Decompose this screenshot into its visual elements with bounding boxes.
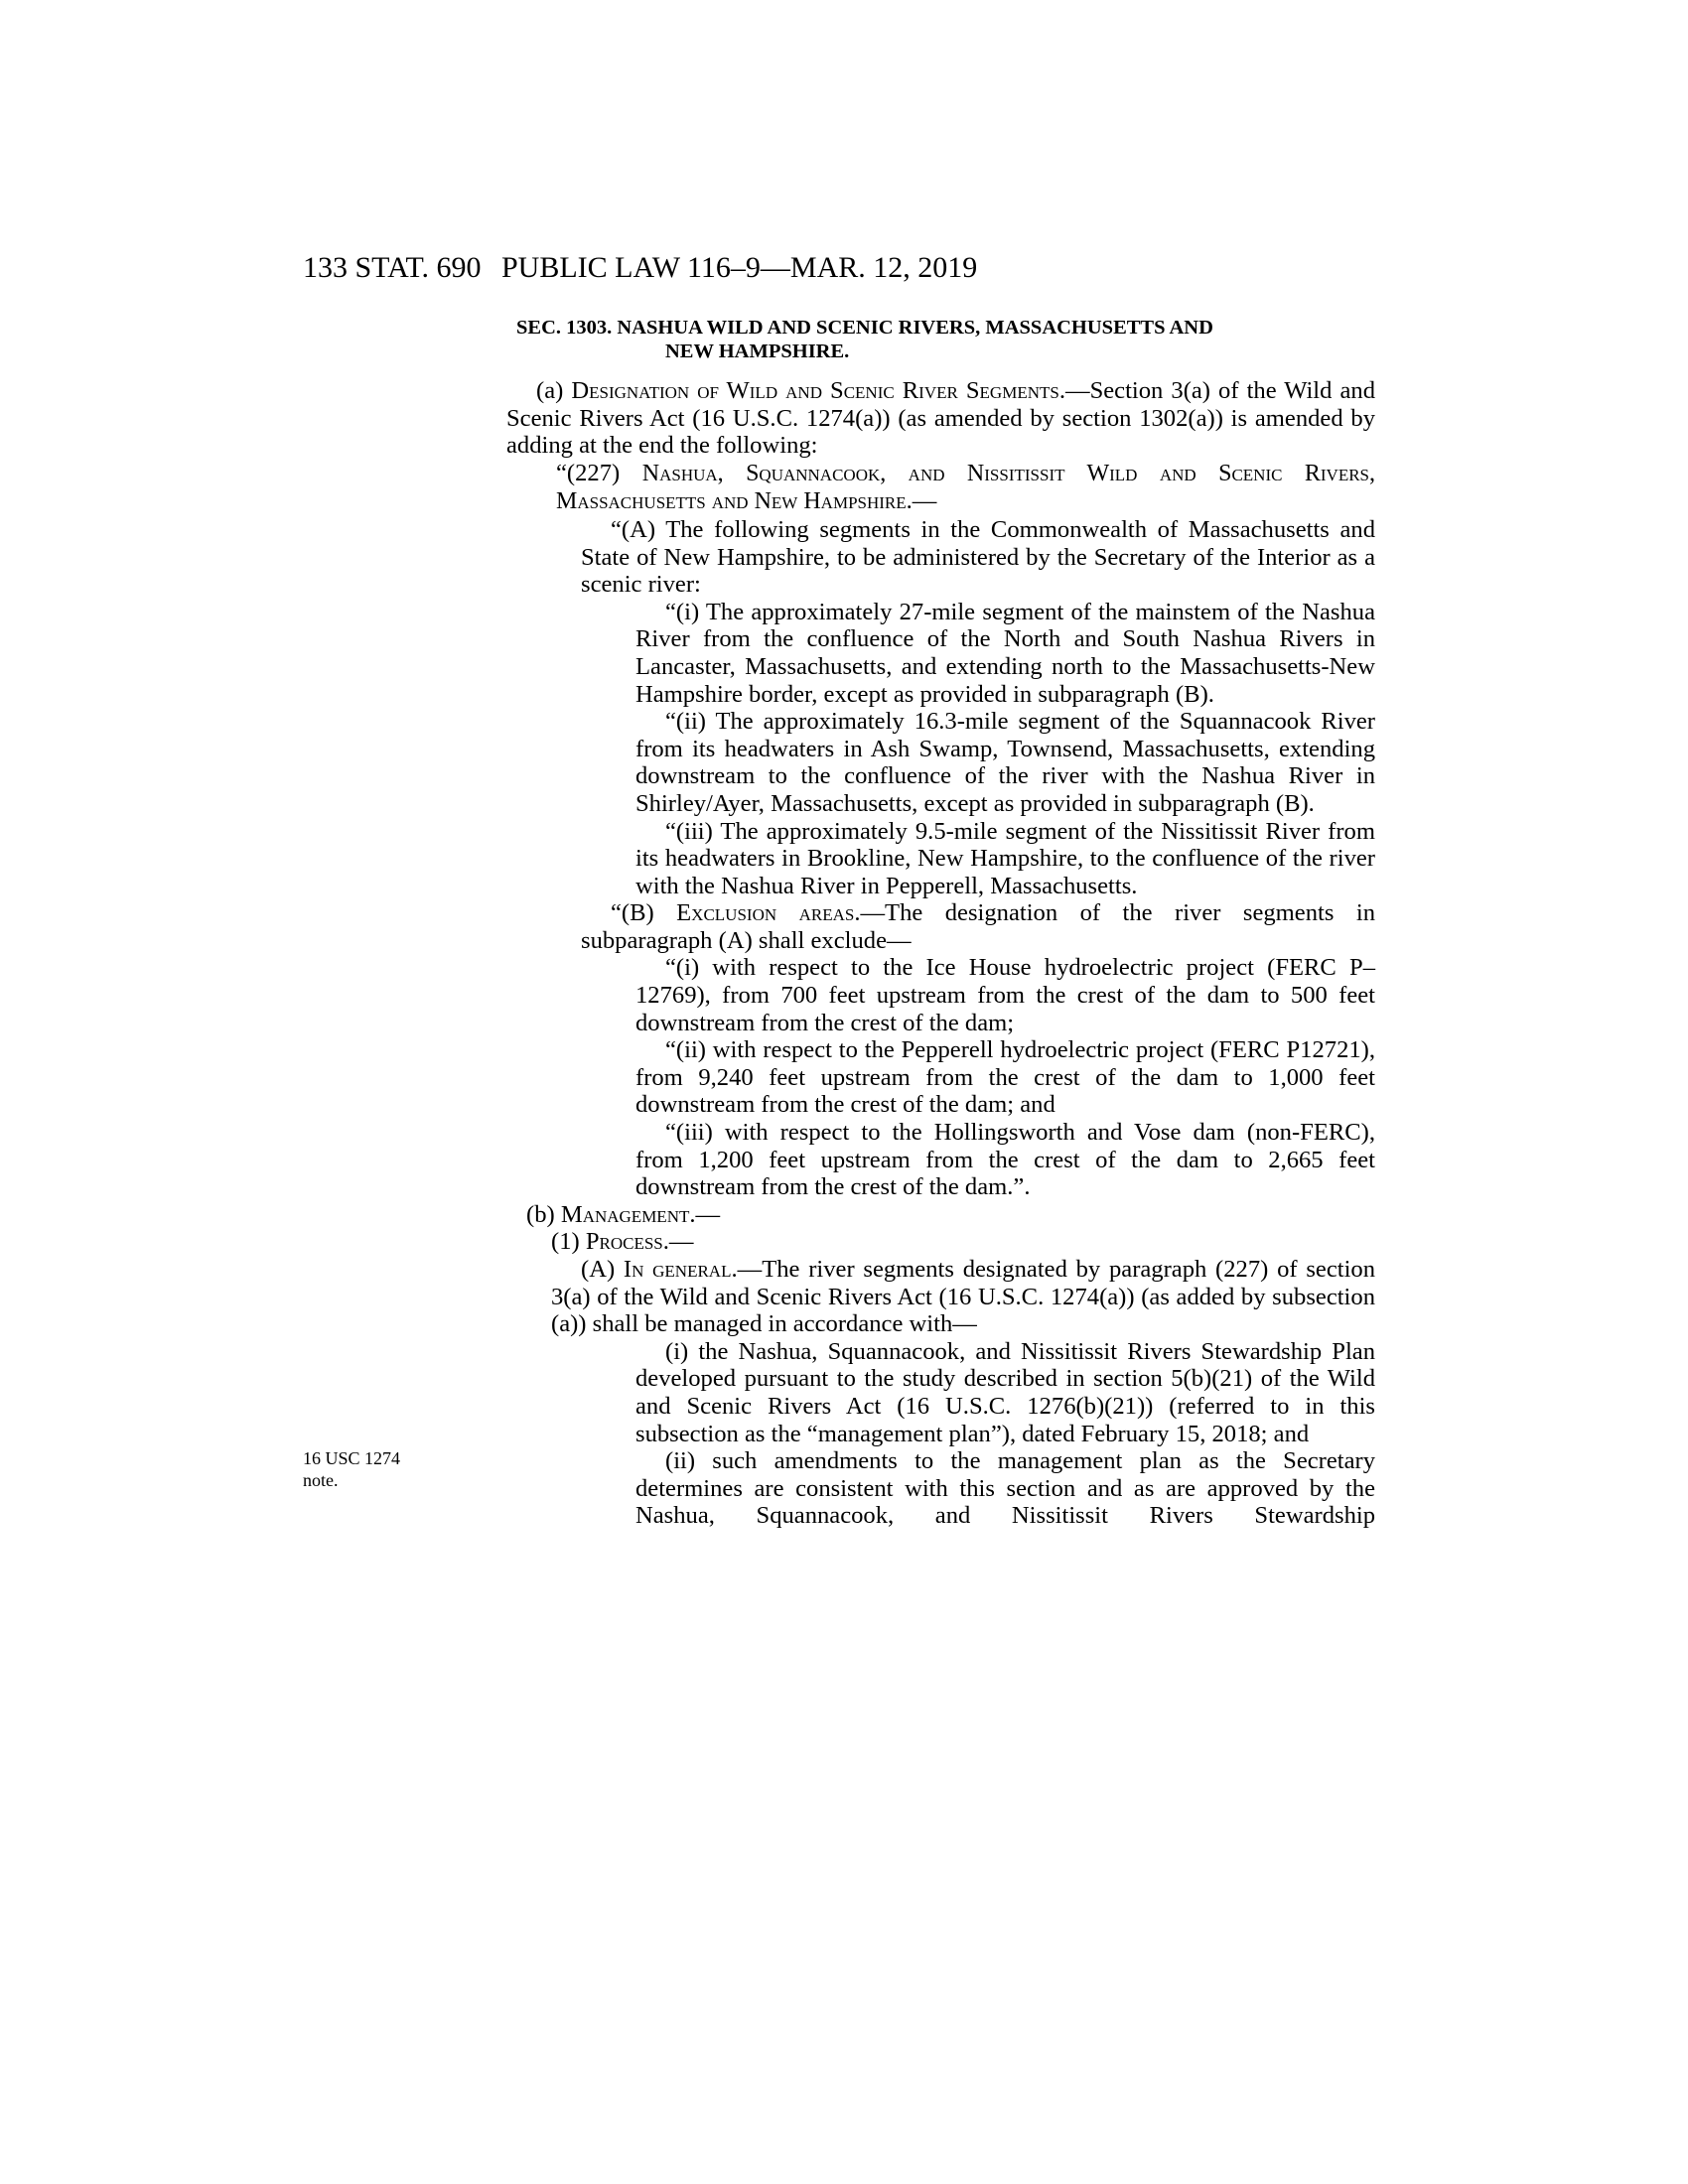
section-heading — [516, 316, 1375, 363]
paragraph-227: “(227) Nashua, Squannacook, and Nissitissit Wild and Scenic Rivers, Massachusetts and New Hampshire.— — [556, 459, 1376, 515]
clause-A-ii: “(ii) The approximately 16.3-mile segment of the Squannacook River from its headwaters in Ash Swamp, Townsend, Massachusetts, extending downstream to the confluence of the river with the Nashua River in Shirley/Ayer, Massachusetts, except as provided in subparagraph (B). — [635, 708, 1375, 817]
section-body — [506, 316, 1375, 1530]
clause-b1-A-i: (i) the Nashua, Squannacook, and Nissitissit Rivers Stewardship Plan developed pursuant to the study described in section 5(b)(21) of the Wild and Scenic Rivers Act (16 U.S.C. 1276(b)(21)) (referred to in this subsection as the “management plan”), dated February 15, 2018; and — [635, 1337, 1375, 1447]
paragraph-227-title: Nashua, Squannacook, and Nissitissit Wild and Scenic Rivers, Massachusetts and New Hampshire — [556, 460, 1376, 515]
subparagraph-B: “(B) Exclusion areas.—The designation of the river segments in subparagraph (A) shall exclude— — [581, 899, 1375, 954]
section-heading-line2: NEW HAMPSHIRE. — [665, 341, 850, 362]
running-header — [303, 248, 1375, 288]
clause-b1-A-ii: (ii) such amendments to the management plan as the Secretary determines are consistent with this section and as are approved by the Nashua, Squannacook, and Nissitissit Rivers Stewardship — [635, 1447, 1375, 1530]
margin-note — [303, 1447, 422, 1491]
paragraph-b1-title: Process — [585, 1228, 663, 1256]
clause-A-iii: “(iii) The approximately 9.5-mile segment of the Nissitissit River from its headwaters in Brookline, New Hampshire, to the confluence of the river with the Nashua River in Pepperell, Massachusetts. — [635, 817, 1375, 899]
subparagraph-B-title: Exclusion areas — [676, 899, 855, 927]
subparagraph-b1-A-title: In general — [623, 1256, 732, 1283]
clause-A-i: “(i) The approximately 27-mile segment of the mainstem of the Nashua River from the confluence of the North and South Nashua Rivers in Lancaster, Massachusetts, and extending north to the Massachusetts-New Hampshire border, except as provided in subparagraph (B). — [635, 598, 1375, 708]
clause-B-i: “(i) with respect to the Ice House hydroelectric project (FERC P–12769), from 700 feet upstream from the crest of the dam to 500 feet downstream from the crest of the dam; — [635, 954, 1375, 1036]
public-law-title: PUBLIC LAW 116–9—MAR. 12, 2019 — [501, 251, 978, 284]
section-heading-line1: SEC. 1303. NASHUA WILD AND SCENIC RIVERS, MASSACHUSETTS AND — [516, 317, 1213, 339]
statute-page-number: 133 STAT. 690 — [303, 251, 482, 284]
subsection-a-title: Designation of Wild and Scenic River Segments — [571, 377, 1059, 404]
margin-note-citation: 16 USC 1274 — [303, 1448, 401, 1468]
clause-B-iii: “(iii) with respect to the Hollingsworth and Vose dam (non-FERC), from 1,200 feet upstream from the crest of the dam to 2,665 feet downstream from the crest of the dam.”. — [635, 1119, 1375, 1201]
margin-note-suffix: note. — [303, 1470, 339, 1490]
subparagraph-b1-A: (A) In general.—The river segments designated by paragraph (227) of section 3(a) of the Wild and Scenic Rivers Act (16 U.S.C. 1274(a)) (as added by subsection (a)) shall be managed in accordance with— — [551, 1256, 1376, 1338]
clause-B-ii: “(ii) with respect to the Pepperell hydroelectric project (FERC P12721), from 9,240 feet upstream from the crest of the dam to 1,000 feet downstream from the crest of the dam; and — [635, 1036, 1375, 1119]
subsection-a: (a) Designation of Wild and Scenic River Segments.—Section 3(a) of the Wild and Scenic Rivers Act (16 U.S.C. 1274(a)) (as amended by section 1302(a)) is amended by adding at the end the following: — [506, 377, 1375, 460]
subparagraph-A: “(A) The following segments in the Commonwealth of Massachusetts and State of New Hampshire, to be administered by the Secretary of the Interior as a scenic river: — [581, 515, 1375, 599]
subsection-b-title: Management — [560, 1200, 690, 1228]
paragraph-b1: (1) Process.— — [551, 1228, 694, 1256]
subsection-b: (b) Management.— — [526, 1200, 721, 1228]
